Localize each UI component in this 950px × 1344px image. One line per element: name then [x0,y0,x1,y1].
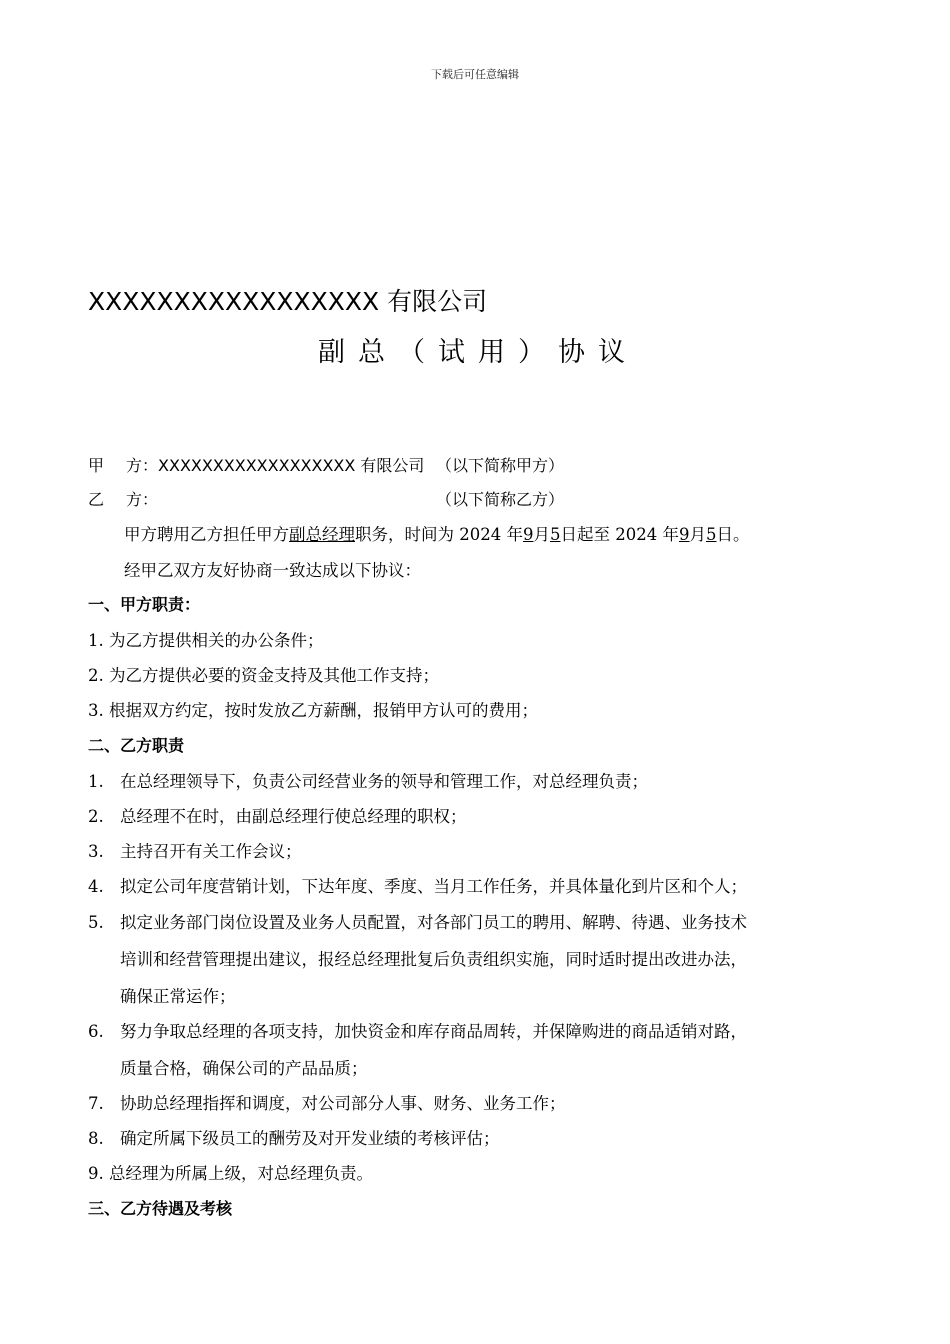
item-number: 6. [88,1022,104,1041]
party-b-note: （以下简称乙方） [436,490,565,509]
item-number: 7. [88,1094,104,1113]
item-number: 9. [88,1164,104,1183]
section-1-item: 2. 为乙方提供必要的资金支持及其他工作支持； [88,666,439,685]
company-name: XXXXXXXXXXXXXXXXX 有限公司 [88,287,488,316]
section-2-item [88,803,467,827]
item-text: 协助总经理指挥和调度，对公司部分人事、财务、业务工作； [120,1094,566,1113]
item-text-continued: 培训和经营管理提出建议，报经总经理批复后负责组织实施，同时适时提出改进办法， [120,950,747,969]
item-text: 在总经理领导下，负责公司经营业务的领导和管理工作，对总经理负责； [120,772,648,791]
section-1-item: 1. 为乙方提供相关的办公条件； [88,631,324,650]
intro-text: 月 [533,525,550,544]
party-a-label-1: 甲 [88,456,105,475]
intro-paragraph-1 [124,521,749,545]
item-text: 拟定业务部门岗位设置及业务人员配置，对各部门员工的聘用、解聘、待遇、业务技术 [120,913,747,932]
end-day: 5 [705,525,717,544]
item-number: 1. [88,772,104,791]
item-text: 努力争取总经理的各项支持，加快资金和库存商品周转，并保障购进的商品适销对路， [120,1022,747,1041]
section-2-heading-text: 二、乙方职责 [88,736,185,755]
start-month: 9 [522,525,534,544]
section-2-heading [88,733,184,756]
item-text: 总经理为所属上级，对总经理负责。 [109,1164,373,1183]
party-b-label-1: 乙 [88,490,105,509]
section-2-item [88,768,648,792]
party-b-line [88,487,158,510]
party-a-note: （以下简称甲方） [436,456,565,475]
item-text-continued: 质量合格，确保公司的产品品质； [120,1059,368,1078]
section-3-heading [88,1196,232,1219]
section-1-item: 3. 根据双方约定，按时发放乙方薪酬，报销甲方认可的费用； [88,701,538,720]
start-day: 5 [549,525,561,544]
party-a-value: XXXXXXXXXXXXXXXXXX 有限公司 [158,456,425,475]
item-text: 总经理不在时，由副总经理行使总经理的职权； [120,807,467,826]
item-text: 主持召开有关工作会议； [120,842,302,861]
role-field: 副总经理 [289,525,355,544]
section-2-item [88,873,747,897]
intro-text: 职务，时间为 2024 年 [355,525,523,544]
section-2-item [88,1160,373,1184]
item-number: 4. [88,877,104,896]
section-2-item [88,1018,747,1042]
intro-paragraph-2: 经甲乙双方友好协商一致达成以下协议： [124,561,421,580]
section-2-item [88,1125,500,1149]
intro-text: 日起至 2024 年 [560,525,679,544]
section-2-item [88,838,302,862]
section-2-item [88,909,747,933]
end-month: 9 [678,525,690,544]
section-2-item [88,1090,566,1114]
page-header-note: 下载后可任意编辑 [431,68,519,81]
item-text-continued: 确保正常运作； [120,987,236,1006]
party-b-label-2: 方： [126,490,159,509]
party-a-label-2: 方： [126,456,159,475]
item-number: 2. [88,807,104,826]
item-number: 8. [88,1129,104,1148]
intro-text: 甲方聘用乙方担任甲方 [124,525,289,544]
section-3-heading-b: 待遇及考核 [152,1199,233,1218]
document-title: 副总（试用）协议 [318,337,638,368]
item-text: 拟定公司年度营销计划，下达年度、季度、当月工作任务，并具体量化到片区和个人； [120,877,747,896]
party-a-line [88,453,424,476]
intro-text: 月 [689,525,706,544]
section-1-heading: 一、甲方职责： [88,595,201,614]
intro-text: 日。 [716,525,750,544]
item-text: 确定所属下级员工的酬劳及对开发业绩的考核评估； [120,1129,500,1148]
item-number: 5. [88,913,104,932]
item-number: 3. [88,842,104,861]
section-3-heading-a: 三、乙方 [88,1199,153,1218]
